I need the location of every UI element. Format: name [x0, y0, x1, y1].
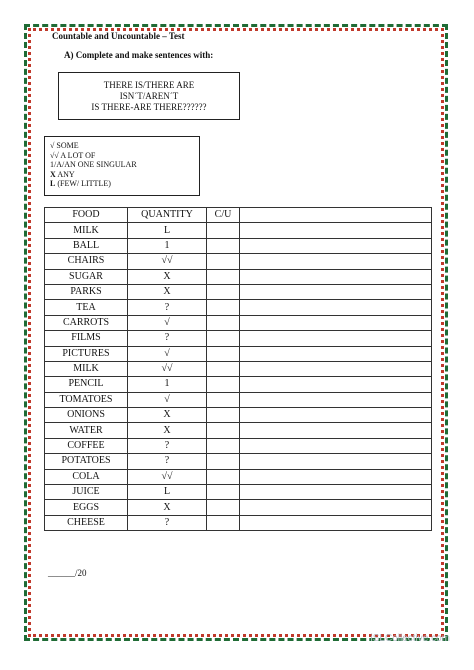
sentence-answer-cell[interactable]	[240, 377, 432, 392]
legend-singular: 1/A/AN ONE SINGULAR	[50, 160, 137, 170]
quantity-cell: √	[128, 315, 207, 330]
food-cell: SUGAR	[45, 269, 128, 284]
sentence-answer-cell[interactable]	[240, 254, 432, 269]
table-row	[45, 438, 432, 453]
legend-a-lot-of: √√ A LOT OF	[50, 150, 96, 160]
table-row	[45, 408, 432, 423]
food-cell: ONIONS	[45, 408, 128, 423]
sentence-answer-cell[interactable]	[240, 454, 432, 469]
grammar-box	[58, 72, 240, 120]
cu-answer-cell[interactable]	[207, 438, 240, 453]
quantity-cell: √	[128, 392, 207, 407]
food-cell: MILK	[45, 223, 128, 238]
legend-few	[50, 179, 199, 189]
legend-some: √ SOME	[50, 141, 79, 150]
header-food: FOOD	[45, 208, 128, 223]
table-header-row	[45, 208, 432, 223]
quantity-cell: √√	[128, 469, 207, 484]
sentence-answer-cell[interactable]	[240, 438, 432, 453]
grammar-line-1: THERE IS/THERE ARE	[103, 79, 195, 90]
quantity-cell: X	[128, 408, 207, 423]
food-cell: CHEESE	[45, 515, 128, 530]
sentence-answer-cell[interactable]	[240, 238, 432, 253]
food-cell: WATER	[45, 423, 128, 438]
cu-answer-cell[interactable]	[207, 254, 240, 269]
instruction-text: A) Complete and make sentences with:	[64, 50, 214, 60]
worksheet-title: Countable and Uncountable – Test	[52, 31, 185, 41]
sentence-answer-cell[interactable]	[240, 331, 432, 346]
quantity-cell: ?	[128, 331, 207, 346]
sentence-answer-cell[interactable]	[240, 392, 432, 407]
food-cell: CHAIRS	[45, 254, 128, 269]
cu-answer-cell[interactable]	[207, 331, 240, 346]
cu-answer-cell[interactable]	[207, 223, 240, 238]
sentence-answer-cell[interactable]	[240, 485, 432, 500]
table-row	[45, 392, 432, 407]
food-cell: MILK	[45, 361, 128, 376]
grammar-line-3: IS THERE-ARE THERE??????	[91, 101, 207, 112]
table-row	[45, 238, 432, 253]
food-cell: POTATOES	[45, 454, 128, 469]
cu-answer-cell[interactable]	[207, 469, 240, 484]
table-row	[45, 300, 432, 315]
food-cell: EGGS	[45, 500, 128, 515]
score-line: ______/20	[48, 568, 87, 578]
legend-few-text: (FEW/ LITTLE)	[55, 179, 111, 189]
legend-any	[50, 170, 199, 180]
cu-answer-cell[interactable]	[207, 361, 240, 376]
food-cell: COFFEE	[45, 438, 128, 453]
cu-answer-cell[interactable]	[207, 515, 240, 530]
table-row	[45, 254, 432, 269]
cu-answer-cell[interactable]	[207, 423, 240, 438]
quantity-cell: X	[128, 423, 207, 438]
quantity-cell: ?	[128, 454, 207, 469]
watermark: iSLCollective.com	[370, 633, 450, 644]
table-row	[45, 454, 432, 469]
cu-answer-cell[interactable]	[207, 500, 240, 515]
cu-answer-cell[interactable]	[207, 377, 240, 392]
sentence-answer-cell[interactable]	[240, 223, 432, 238]
table-row	[45, 515, 432, 530]
legend-few-symbol: L	[50, 179, 56, 189]
sentence-answer-cell[interactable]	[240, 423, 432, 438]
table-row	[45, 469, 432, 484]
quantity-cell: ?	[128, 515, 207, 530]
table-row	[45, 284, 432, 299]
quantity-cell: X	[128, 284, 207, 299]
quantity-table	[44, 207, 432, 531]
table-row	[45, 315, 432, 330]
quantity-cell: 1	[128, 377, 207, 392]
quantity-cell: √√	[128, 254, 207, 269]
quantity-cell: X	[128, 269, 207, 284]
quantity-cell: ?	[128, 300, 207, 315]
sentence-answer-cell[interactable]	[240, 408, 432, 423]
table-row	[45, 346, 432, 361]
quantity-cell: √√	[128, 361, 207, 376]
food-cell: BALL	[45, 238, 128, 253]
sentence-answer-cell[interactable]	[240, 500, 432, 515]
header-sentence	[240, 208, 432, 223]
legend-any-text: ANY	[55, 169, 75, 179]
food-cell: CARROTS	[45, 315, 128, 330]
header-countable-uncountable: C/U	[207, 208, 240, 223]
food-cell: PICTURES	[45, 346, 128, 361]
cu-answer-cell[interactable]	[207, 392, 240, 407]
food-cell: COLA	[45, 469, 128, 484]
quantity-cell: L	[128, 485, 207, 500]
food-cell: FILMS	[45, 331, 128, 346]
table-row	[45, 361, 432, 376]
cu-answer-cell[interactable]	[207, 269, 240, 284]
cu-answer-cell[interactable]	[207, 300, 240, 315]
table-row	[45, 377, 432, 392]
food-cell: PENCIL	[45, 377, 128, 392]
food-cell: TEA	[45, 300, 128, 315]
grammar-line-2: ISN´T/AREN´T	[119, 90, 179, 101]
cu-answer-cell[interactable]	[207, 315, 240, 330]
food-cell: PARKS	[45, 284, 128, 299]
cu-answer-cell[interactable]	[207, 454, 240, 469]
table-row	[45, 423, 432, 438]
table-row	[45, 331, 432, 346]
cu-answer-cell[interactable]	[207, 485, 240, 500]
sentence-answer-cell[interactable]	[240, 315, 432, 330]
sentence-answer-cell[interactable]	[240, 346, 432, 361]
header-quantity: QUANTITY	[128, 208, 207, 223]
sentence-answer-cell[interactable]	[240, 361, 432, 376]
legend-box	[44, 136, 200, 196]
cu-answer-cell[interactable]	[207, 346, 240, 361]
cu-answer-cell[interactable]	[207, 284, 240, 299]
quantity-cell: ?	[128, 438, 207, 453]
sentence-answer-cell[interactable]	[240, 469, 432, 484]
table-row	[45, 485, 432, 500]
sentence-answer-cell[interactable]	[240, 300, 432, 315]
quantity-cell: L	[128, 223, 207, 238]
cu-answer-cell[interactable]	[207, 408, 240, 423]
table-row	[45, 269, 432, 284]
food-cell: JUICE	[45, 485, 128, 500]
quantity-cell: 1	[128, 238, 207, 253]
cu-answer-cell[interactable]	[207, 238, 240, 253]
legend-any-symbol: X	[50, 169, 56, 179]
food-cell: TOMATOES	[45, 392, 128, 407]
quantity-cell: X	[128, 500, 207, 515]
sentence-answer-cell[interactable]	[240, 284, 432, 299]
table-row	[45, 223, 432, 238]
sentence-answer-cell[interactable]	[240, 515, 432, 530]
table-row	[45, 500, 432, 515]
quantity-cell: √	[128, 346, 207, 361]
sentence-answer-cell[interactable]	[240, 269, 432, 284]
